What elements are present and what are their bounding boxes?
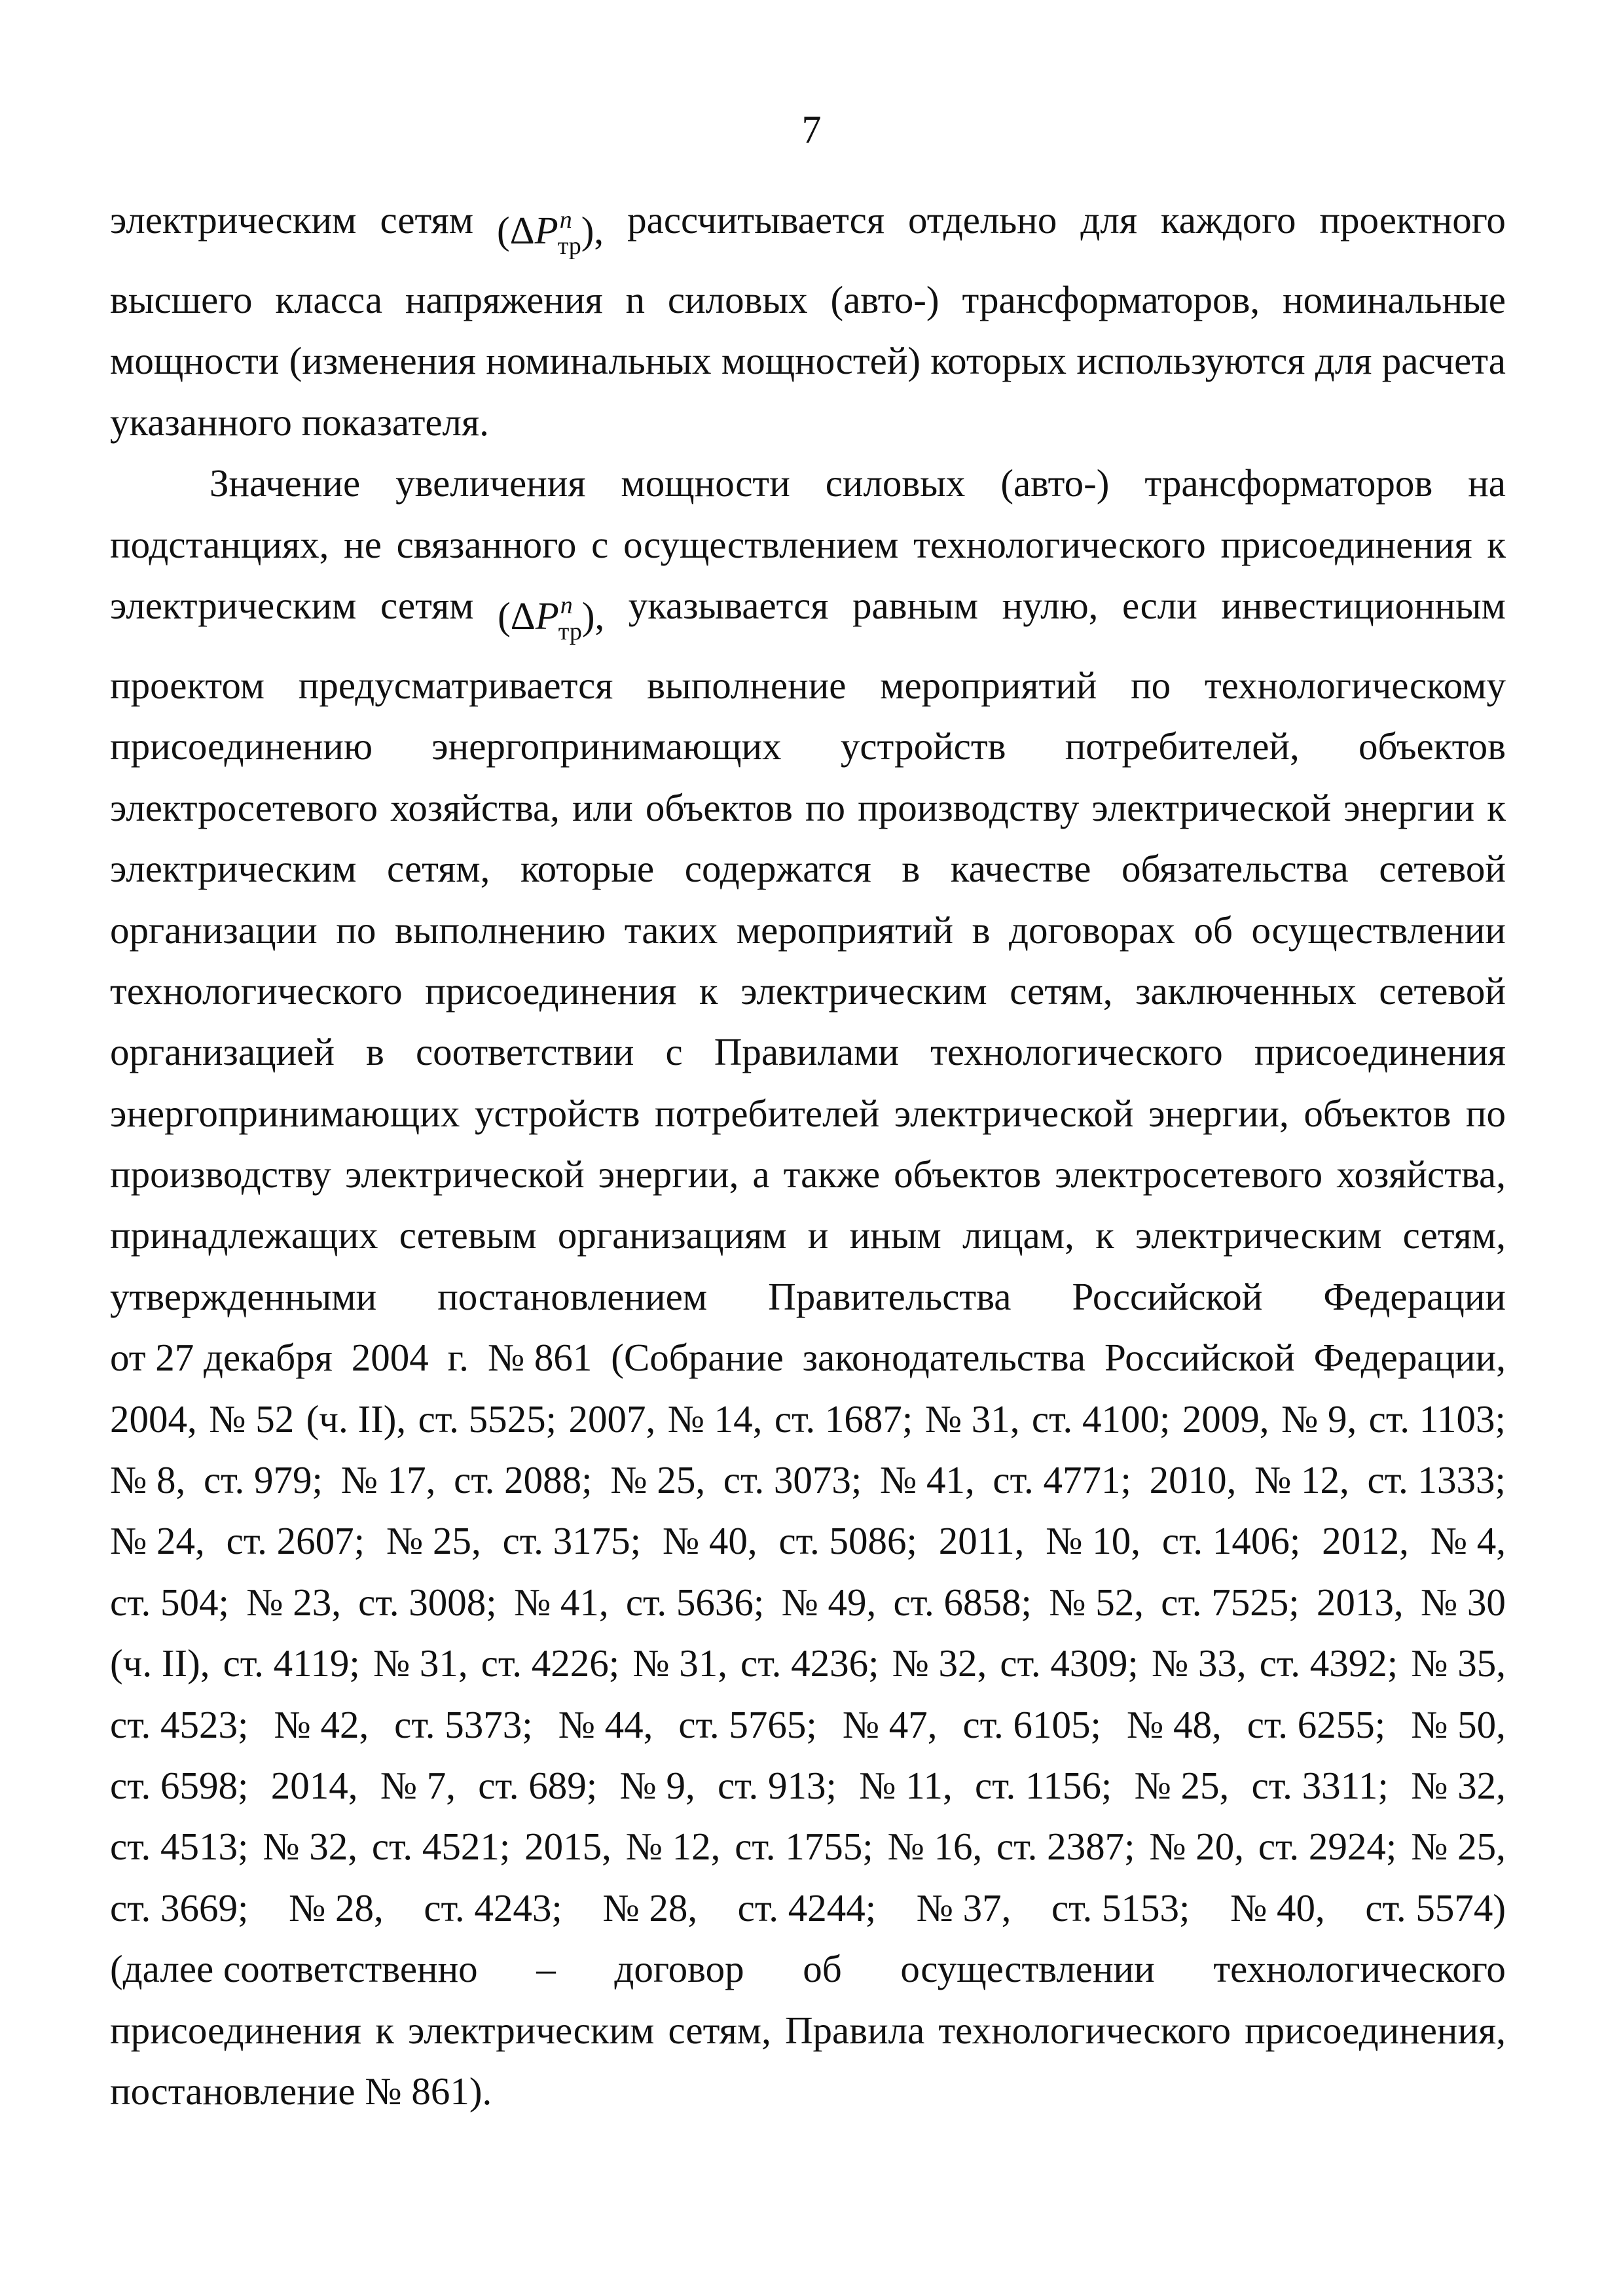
text-line	[110, 1816, 1506, 1877]
formula-superscript: n	[559, 206, 572, 234]
word: ст. 5086;	[778, 1519, 917, 1563]
word: каждого	[1160, 198, 1296, 242]
word: № 4,	[1430, 1519, 1506, 1563]
word: № 9,	[1281, 1397, 1357, 1441]
word: 2009,	[1182, 1397, 1269, 1441]
word: энергии,	[598, 1153, 739, 1196]
word: ст. 4521;	[371, 1825, 511, 1869]
word: к	[1487, 785, 1506, 829]
text-line	[110, 1755, 1506, 1816]
word: (далее соответственно	[110, 1947, 478, 1991]
word: 2012,	[1322, 1519, 1409, 1563]
word: (авто-)	[830, 278, 939, 321]
word: присоединения	[425, 969, 677, 1013]
word: ст. 4513;	[110, 1825, 249, 1869]
formula-delta: Δ	[509, 209, 535, 252]
word: (ч. II),	[110, 1641, 210, 1685]
formula-symbol: P	[535, 594, 559, 637]
word: с	[665, 1030, 683, 1074]
word: на	[1468, 461, 1506, 505]
word: технологического	[913, 522, 1206, 566]
word: устройств	[840, 725, 1006, 768]
word: мощностей)	[721, 339, 921, 383]
word: класса	[275, 278, 383, 321]
word: ст. 4236;	[740, 1641, 879, 1685]
word: сетям,	[1402, 1213, 1506, 1257]
word: г.	[447, 1336, 469, 1380]
word: законодательства	[802, 1336, 1086, 1380]
word: к	[699, 969, 718, 1013]
word: ст. 1333;	[1367, 1458, 1506, 1502]
formula-subscript: тр	[558, 617, 582, 645]
word: равным	[852, 583, 979, 627]
formula-superscript: n	[560, 591, 573, 619]
word: № 17,	[340, 1458, 436, 1502]
word: ст. 913;	[717, 1763, 837, 1807]
formula-subscript: тр	[557, 232, 581, 260]
word: ст. 5765;	[678, 1702, 817, 1746]
word: 2004	[351, 1336, 429, 1380]
text-line	[110, 1695, 1506, 1755]
word: (ч. II),	[306, 1397, 407, 1441]
word: № 28,	[288, 1886, 384, 1929]
word: ст. 4523;	[110, 1702, 249, 1746]
word: ст. 7525;	[1161, 1580, 1300, 1624]
word: ст. 2924;	[1258, 1825, 1397, 1869]
formula-delta-p-tr	[498, 575, 604, 655]
word: ст. 2607;	[226, 1519, 365, 1563]
word: № 40,	[662, 1519, 757, 1563]
text-line	[110, 1939, 1506, 2000]
formula-comma: ,	[594, 594, 605, 637]
word: ст. 3669;	[110, 1886, 249, 1929]
word: производству	[858, 785, 1080, 829]
word: электрическим	[1135, 1213, 1382, 1257]
word: выполнение	[647, 663, 847, 707]
word: энергопринимающих	[110, 1091, 460, 1135]
word: иным	[849, 1213, 941, 1257]
word: ст. 6255;	[1247, 1702, 1386, 1746]
word: электрическим	[110, 198, 357, 242]
word: № 24,	[110, 1519, 205, 1563]
word: электрическим	[407, 2008, 655, 2052]
word: номинальные	[1283, 278, 1506, 321]
word: Правила	[784, 2008, 925, 2052]
formula-close-paren: )	[581, 594, 595, 637]
word: осуществлении	[1251, 908, 1506, 952]
word: от 27 декабря	[110, 1336, 333, 1380]
word: ст. 3311;	[1251, 1763, 1389, 1807]
word: а	[752, 1153, 770, 1196]
word: или	[572, 785, 633, 829]
word: ст. 689;	[478, 1763, 598, 1807]
word: также	[783, 1153, 881, 1196]
word: ст. 3073;	[723, 1458, 862, 1502]
word: сетям	[380, 583, 474, 627]
word: № 14,	[667, 1397, 763, 1441]
text-line	[110, 1022, 1506, 1083]
word: ст. 1103;	[1368, 1397, 1506, 1441]
word: № 32,	[1411, 1763, 1506, 1807]
word: № 41,	[879, 1458, 975, 1502]
word: сетям,	[668, 2008, 771, 2052]
word: ст. 5373;	[394, 1702, 533, 1746]
word: № 12,	[1254, 1458, 1349, 1502]
word: производству	[110, 1153, 332, 1196]
word: Правительства	[768, 1274, 1012, 1318]
word: № 9,	[619, 1763, 695, 1807]
word: № 30	[1420, 1580, 1506, 1624]
word: технологического	[1213, 1947, 1506, 1991]
word: электрической	[1091, 785, 1332, 829]
text-line	[110, 190, 1506, 270]
word: присоединения	[1254, 1030, 1506, 1074]
word: № 20,	[1149, 1825, 1245, 1869]
word: отдельно	[908, 198, 1057, 242]
word: напряжения	[405, 278, 603, 321]
text-line	[110, 270, 1506, 331]
word: увеличения	[395, 461, 586, 505]
word: утвержденными	[110, 1274, 377, 1318]
text-line	[110, 1083, 1506, 1144]
word: 2011,	[938, 1519, 1025, 1563]
word: соответствии	[415, 1030, 634, 1074]
word: присоединения	[110, 2008, 362, 2052]
word: к	[1095, 1213, 1114, 1257]
word: силовых	[825, 461, 966, 505]
word: лицам,	[962, 1213, 1074, 1257]
word: № 32,	[892, 1641, 987, 1685]
word: № 35,	[1411, 1641, 1506, 1685]
word: № 37,	[916, 1886, 1012, 1929]
text-line	[110, 2000, 1506, 2061]
word: осуществлении	[900, 1947, 1155, 1991]
word: заключенных	[1135, 969, 1357, 1013]
word: постановлением	[437, 1274, 708, 1318]
word: договор	[614, 1947, 744, 1991]
word: к	[375, 2008, 394, 2052]
word: № 41,	[513, 1580, 609, 1624]
word: мероприятий	[880, 663, 1097, 707]
text-line	[110, 2061, 1506, 2122]
word: обязательства	[1122, 847, 1349, 891]
word: № 42,	[274, 1702, 369, 1746]
text-line	[110, 1266, 1506, 1327]
word: сетям,	[387, 847, 490, 891]
text-line	[110, 838, 1506, 899]
text-line	[110, 1633, 1506, 1694]
word: рассчитывается	[627, 198, 885, 242]
word: № 861	[487, 1336, 593, 1380]
word: электрической	[894, 1091, 1134, 1135]
word: ст. 1406;	[1161, 1519, 1301, 1563]
formula-symbol: P	[534, 209, 558, 252]
word: 2010,	[1149, 1458, 1237, 1502]
word: № 16,	[887, 1825, 983, 1869]
text-line	[110, 1327, 1506, 1388]
word: инвестиционным	[1221, 583, 1506, 627]
word: ст. 5153;	[1051, 1886, 1190, 1929]
word: предусматривается	[298, 663, 613, 707]
word: ст. 4119;	[223, 1641, 360, 1685]
text-line	[110, 514, 1506, 575]
word: № 48,	[1126, 1702, 1222, 1746]
text-line	[110, 716, 1506, 777]
word: ст. 4226;	[481, 1641, 620, 1685]
formula-delta-p-tr	[497, 190, 604, 270]
word: энергии	[1343, 785, 1475, 829]
word: 2014,	[270, 1763, 358, 1807]
word: ст. 4243;	[424, 1886, 562, 1929]
word: № 25,	[386, 1519, 481, 1563]
word: качестве	[950, 847, 1091, 891]
word: № 11,	[859, 1763, 953, 1807]
word: проектом	[110, 663, 265, 707]
word: (изменения	[289, 339, 476, 383]
word: трансформаторов,	[962, 278, 1260, 321]
text-line	[110, 1144, 1506, 1205]
text-line	[110, 961, 1506, 1022]
word: сетевой	[1379, 969, 1506, 1013]
text-line	[110, 331, 1506, 391]
word: ст. 1687;	[774, 1397, 913, 1441]
text-line	[110, 1572, 1506, 1633]
word: ст. 4771;	[993, 1458, 1131, 1502]
word: хозяйства,	[1336, 1153, 1506, 1196]
word: в	[972, 908, 991, 952]
word: № 28,	[602, 1886, 698, 1929]
word: технологического	[938, 2008, 1231, 2052]
word: выполнению	[394, 908, 606, 952]
formula-comma: ,	[594, 209, 604, 252]
word: электросетевого	[110, 785, 378, 829]
text-line	[110, 453, 1506, 514]
word: силовых	[667, 278, 808, 321]
word: № 44,	[558, 1702, 653, 1746]
word: 2013,	[1316, 1580, 1404, 1624]
word: осуществлением	[623, 522, 899, 566]
word: которых	[930, 339, 1067, 383]
word: таких	[624, 908, 718, 952]
word: № 25,	[610, 1458, 706, 1502]
word: технологическому	[1204, 663, 1506, 707]
text-line	[110, 1511, 1506, 1571]
word: присоединению	[110, 725, 373, 768]
word: n	[625, 278, 645, 321]
word: № 12,	[625, 1825, 721, 1869]
word: потребителей	[655, 1091, 880, 1135]
word: объектов	[894, 1153, 1042, 1196]
word: связанного	[396, 522, 577, 566]
word: 2004,	[110, 1397, 197, 1441]
word: (Собрание	[611, 1336, 784, 1380]
word: ст. 1755;	[735, 1825, 873, 1869]
word: сетям	[380, 198, 474, 242]
text-line	[110, 1450, 1506, 1511]
word: используются	[1076, 339, 1305, 383]
word: ст. 3175;	[502, 1519, 641, 1563]
word: Федерации	[1323, 1274, 1506, 1318]
word: ст. 5636;	[625, 1580, 765, 1624]
word: принадлежащих	[110, 1213, 378, 1257]
word: № 33,	[1151, 1641, 1247, 1685]
word: –	[536, 1947, 556, 1991]
word: объектов	[1358, 725, 1506, 768]
word: № 7,	[380, 1763, 456, 1807]
word: в	[902, 847, 921, 891]
word: технологического	[110, 969, 403, 1013]
word: ст. 4100;	[1031, 1397, 1171, 1441]
word: энергопринимающих	[431, 725, 782, 768]
word: устройств	[474, 1091, 640, 1135]
text-line-content: указанного показателя.	[110, 400, 489, 444]
word: ст. 6858;	[893, 1580, 1032, 1624]
word: указывается	[628, 583, 829, 627]
word: № 25,	[1134, 1763, 1230, 1807]
text-line	[110, 1205, 1506, 1266]
word: № 49,	[781, 1580, 877, 1624]
word: сетям,	[1010, 969, 1113, 1013]
word: № 31,	[373, 1641, 468, 1685]
word: № 10,	[1046, 1519, 1140, 1563]
word: Российской	[1104, 1336, 1295, 1380]
word: ст. 3008;	[358, 1580, 497, 1624]
word: не	[344, 522, 382, 566]
word: расчета	[1381, 339, 1506, 383]
text-line	[110, 655, 1506, 716]
word: ст. 4309;	[1000, 1641, 1139, 1685]
word: нулю,	[1002, 583, 1099, 627]
word: электрическим	[110, 583, 357, 627]
word: по	[805, 785, 846, 829]
word: электрическим	[110, 847, 357, 891]
word: ст. 6105;	[962, 1702, 1101, 1746]
word: электрической	[345, 1153, 585, 1196]
word: ст. 2387;	[996, 1825, 1135, 1869]
formula-close-paren: )	[581, 209, 594, 252]
word: которые	[520, 847, 655, 891]
word: Федерации,	[1313, 1336, 1506, 1380]
word: сетевой	[1379, 847, 1506, 891]
word: ст. 2088;	[454, 1458, 593, 1502]
word: № 40,	[1230, 1886, 1325, 1929]
word: Правилами	[714, 1030, 900, 1074]
word: организации	[110, 908, 318, 952]
word: ст. 5574)	[1365, 1886, 1506, 1929]
word: сетевым	[399, 1213, 537, 1257]
formula-open-paren: (	[497, 209, 510, 252]
word: об	[803, 1947, 842, 1991]
word: для	[1080, 198, 1137, 242]
word: ст. 1156;	[975, 1763, 1112, 1807]
word: организацией	[110, 1030, 335, 1074]
word: содержатся	[684, 847, 871, 891]
word: ст. 979;	[204, 1458, 323, 1502]
word: ст. 4392;	[1259, 1641, 1398, 1685]
word: 2007,	[568, 1397, 656, 1441]
word: присоединения,	[1245, 2008, 1506, 2052]
formula-delta: Δ	[510, 594, 536, 637]
word: № 32,	[263, 1825, 358, 1869]
word: № 8,	[110, 1458, 186, 1502]
word: мощности	[110, 339, 280, 383]
word: электросетевого	[1055, 1153, 1323, 1196]
word: высшего	[110, 278, 253, 321]
word: по	[1131, 663, 1171, 707]
word: трансформаторов	[1144, 461, 1433, 505]
word: № 47,	[842, 1702, 938, 1746]
word: по	[336, 908, 376, 952]
word: проектного	[1319, 198, 1506, 242]
word: с	[591, 522, 609, 566]
word: № 52	[209, 1397, 295, 1441]
word: ст. 6598;	[110, 1763, 249, 1807]
body-text	[110, 190, 1506, 2122]
word: об	[1194, 908, 1233, 952]
text-line	[110, 575, 1506, 655]
text-line	[110, 778, 1506, 838]
word: хозяйства,	[390, 785, 560, 829]
word: для	[1315, 339, 1372, 383]
word: № 23,	[246, 1580, 341, 1624]
word: если	[1122, 583, 1197, 627]
word: № 25,	[1411, 1825, 1506, 1869]
word: договорах	[1009, 908, 1175, 952]
word: номинальных	[486, 339, 712, 383]
word: ст. 504;	[110, 1580, 229, 1624]
word: № 52,	[1049, 1580, 1144, 1624]
word: мероприятий	[736, 908, 954, 952]
word: и	[807, 1213, 829, 1257]
word: объектов	[645, 785, 793, 829]
formula-open-paren: (	[498, 594, 511, 637]
word: электрическим	[740, 969, 987, 1013]
word: № 31,	[632, 1641, 727, 1685]
word: (авто-)	[1000, 461, 1110, 505]
word: подстанциях,	[110, 522, 329, 566]
word: ст. 5525;	[418, 1397, 557, 1441]
text-line	[110, 900, 1506, 961]
word: технологического	[930, 1030, 1223, 1074]
word: мощности	[621, 461, 790, 505]
word: Российской	[1072, 1274, 1263, 1318]
text-line	[110, 392, 1506, 453]
text-line	[110, 1389, 1506, 1450]
word: 2015,	[524, 1825, 611, 1869]
word: в	[366, 1030, 384, 1074]
word: № 31,	[924, 1397, 1020, 1441]
page-number: 7	[801, 108, 822, 151]
word: объектов	[1304, 1091, 1451, 1135]
word: к	[1487, 522, 1506, 566]
word: организациям	[557, 1213, 787, 1257]
word: потребителей,	[1065, 725, 1300, 768]
word: по	[1465, 1091, 1506, 1135]
word: энергии,	[1148, 1091, 1289, 1135]
word: № 50,	[1411, 1702, 1506, 1746]
text-line	[110, 1878, 1506, 1939]
word: ст. 4244;	[737, 1886, 877, 1929]
word: Значение	[210, 461, 361, 505]
word: присоединения	[1220, 522, 1472, 566]
text-line-content: постановление № 861).	[110, 2069, 492, 2113]
